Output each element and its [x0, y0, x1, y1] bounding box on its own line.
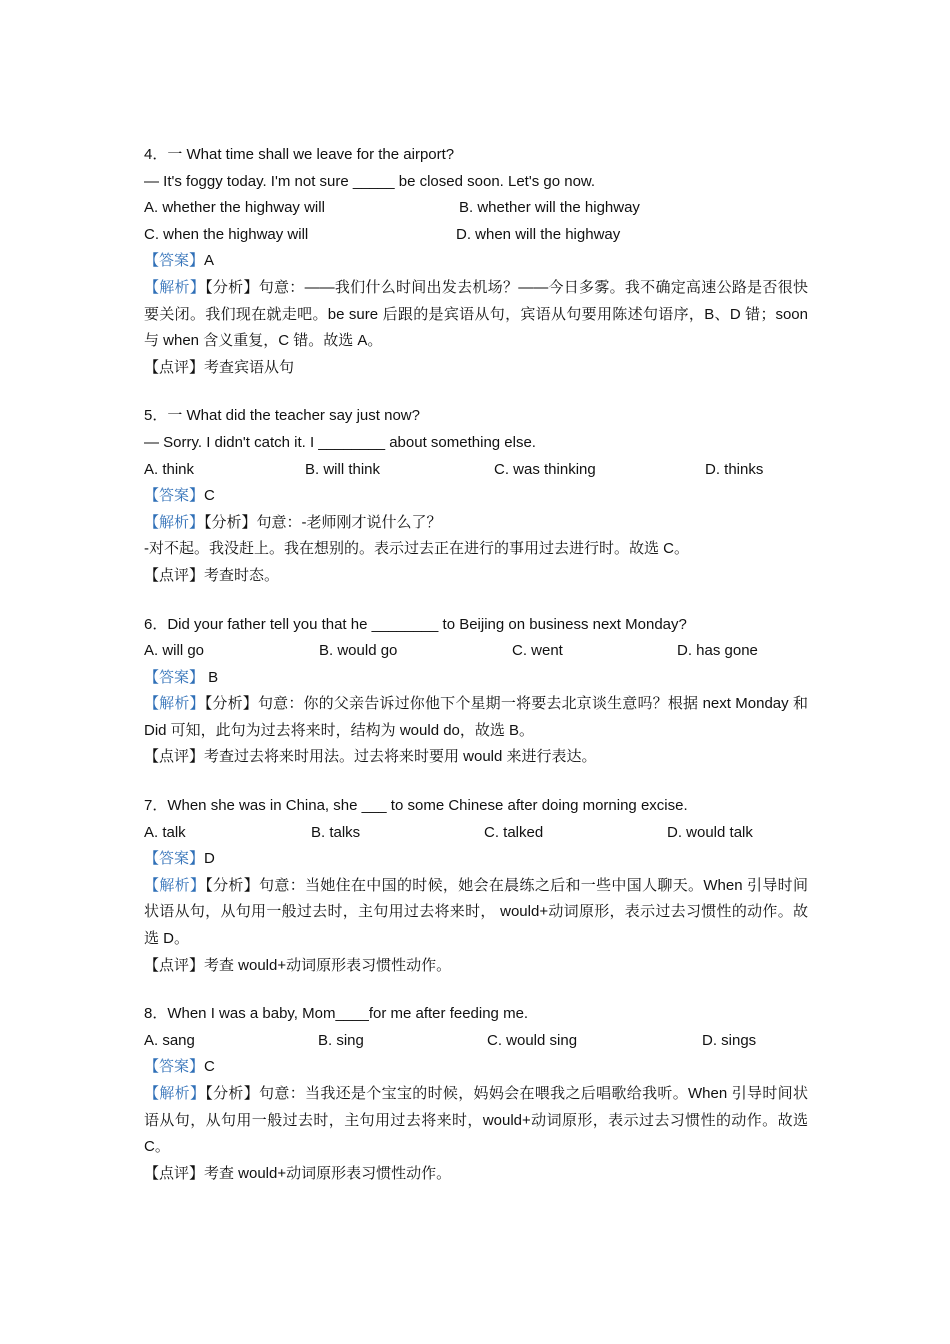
option-b: B. whether will the highway	[459, 199, 640, 217]
option-a: A. whether the highway will	[144, 199, 325, 217]
option-c: C. talked	[484, 823, 544, 841]
option-c: C. when the highway will	[144, 225, 309, 243]
analysis-continuation: -对不起。我没赶上。我在想别的。表示过去正在进行的事用过去进行时。故选 C。	[144, 540, 689, 558]
answer-tag: 【答案】	[144, 252, 205, 270]
question-stem: 6．Did your father tell you that he ________ to Beijing on business next Monday?	[144, 615, 687, 633]
answer-value: C	[204, 1058, 215, 1076]
analysis-tag: 【解析】	[144, 695, 205, 713]
question-stem-reply: — It's foggy today. I'm not sure _____ be closed soon. Let's go now.	[144, 172, 596, 190]
analysis-block	[144, 873, 808, 953]
question-5	[144, 403, 808, 589]
option-a: A. think	[144, 460, 195, 478]
options-row	[144, 457, 808, 484]
answer-tag: 【答案】	[144, 668, 205, 686]
answer-tag: 【答案】	[144, 1058, 205, 1076]
answer-line	[144, 483, 808, 510]
question-stem: 4．一 What time shall we leave for the airport?	[144, 146, 455, 163]
analysis-tag: 【解析】	[144, 278, 206, 296]
option-b: B. sing	[318, 1031, 364, 1049]
question-stem: 7．When she was in China, she ___ to some Chinese after doing morning excise.	[144, 797, 688, 815]
analysis-tag: 【解析】	[144, 1085, 206, 1102]
answer-tag: 【答案】	[144, 850, 205, 868]
question-stem-reply: — Sorry. I didn't catch it. I ________ about something else.	[144, 433, 536, 451]
comment-line: 【点评】考查过去将来时用法。过去将来时要用 would 来进行表达。	[144, 748, 597, 766]
analysis-tag: 【解析】	[144, 876, 206, 894]
comment-line: 【点评】考查时态。	[144, 566, 280, 584]
options-row-2	[144, 222, 808, 249]
analysis-block	[144, 510, 808, 537]
answer-line	[144, 248, 808, 275]
analysis-text: 【分析】句意：当她住在中国的时候，她会在晨练之后和一些中国人聊天。When 引导时间状语从句，从句用一般过去时，主句用过去将来时， would+动词原形，表示过去习惯性的动作。故选 D。	[144, 876, 808, 948]
answer-value: A	[204, 252, 215, 270]
analysis-text: 【分析】句意：你的父亲告诉过你他下个星期一将要去北京谈生意吗？根据 next Monday 和 Did 可知，此句为过去将来时，结构为 would do，故选 B。	[144, 695, 808, 739]
question-7	[144, 793, 808, 979]
option-d: D. sings	[702, 1031, 757, 1049]
option-b: B. would go	[319, 642, 398, 660]
analysis-text: 【分析】句意：当我还是个宝宝的时候，妈妈会在喂我之后唱歌给我听。When 引导时间状语从句，从句用一般过去时，主句用过去将来时，would+动词原形，表示过去习惯性的动作。故选 C。	[144, 1085, 808, 1156]
answer-value: B	[204, 668, 219, 686]
comment-line: 【点评】考查 would+动词原形表习惯性动作。	[144, 1164, 452, 1182]
question-8	[144, 1001, 808, 1187]
question-6	[144, 612, 808, 772]
option-c: C. would sing	[487, 1031, 578, 1049]
comment-line: 【点评】考查宾语从句	[144, 358, 295, 376]
option-a: A. sang	[144, 1031, 195, 1049]
analysis-block	[144, 275, 808, 355]
option-d: D. thinks	[705, 460, 764, 478]
analysis-tag: 【解析】	[144, 513, 205, 531]
comment-line: 【点评】考查 would+动词原形表习惯性动作。	[144, 956, 452, 974]
option-a: A. talk	[144, 823, 186, 841]
options-row	[144, 638, 808, 665]
option-d: D. would talk	[667, 823, 753, 841]
answer-tag: 【答案】	[144, 487, 205, 505]
answer-value: C	[204, 487, 215, 505]
option-d: D. when will the highway	[456, 225, 621, 243]
answer-line	[144, 846, 808, 873]
question-stem: 8．When I was a baby, Mom____for me after feeding me.	[144, 1005, 529, 1023]
option-b: B. talks	[311, 823, 361, 841]
option-c: C. went	[512, 642, 563, 660]
options-row	[144, 820, 808, 847]
answer-value: D	[204, 850, 215, 868]
analysis-text: 【分析】句意：——我们什么时间出发去机场？——今日多雾。我不确定高速公路是否很快要关闭。我们现在就走吧。be sure 后跟的是宾语从句，宾语从句要用陈述句语序，B、D 错；soon 与 when 含义重复，C 错。故选 A。	[144, 278, 808, 350]
analysis-text: 【分析】句意：-老师刚才说什么了？	[204, 513, 442, 531]
question-stem: 5．一 What did the teacher say just now?	[144, 407, 420, 425]
analysis-block	[144, 1081, 808, 1161]
option-d: D. has gone	[677, 642, 758, 660]
answer-line	[144, 1054, 808, 1081]
question-4	[144, 142, 808, 381]
option-a: A. will go	[144, 642, 205, 660]
option-b: B. will think	[305, 460, 381, 478]
options-row-1	[144, 195, 808, 222]
answer-line	[144, 665, 808, 692]
question-list	[144, 142, 808, 1187]
options-row	[144, 1028, 808, 1055]
analysis-block	[144, 691, 808, 744]
option-c: C. was thinking	[494, 460, 596, 478]
